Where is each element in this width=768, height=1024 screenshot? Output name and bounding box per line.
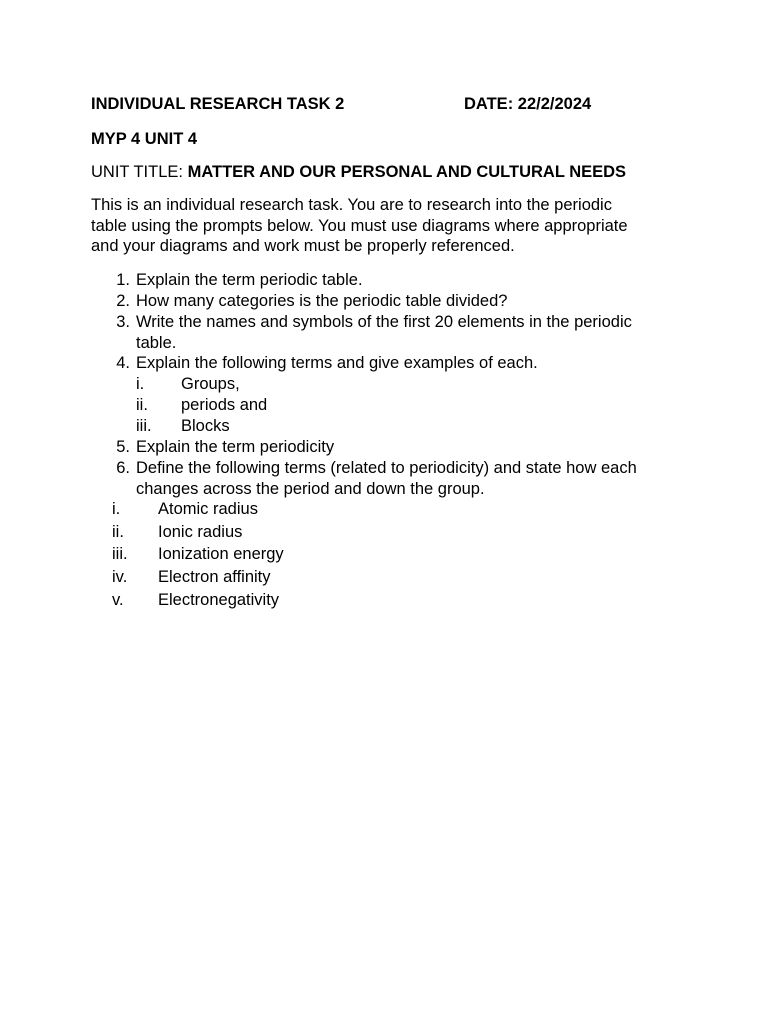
question-text <box>136 437 334 458</box>
subitem-text: Blocks <box>181 417 230 435</box>
question-text <box>136 270 363 291</box>
question-line: Define the following terms (related to periodicity) and state how each <box>136 459 637 477</box>
subitem-numeral: iii. <box>112 545 128 563</box>
intro-paragraph <box>91 195 681 257</box>
question-text <box>136 458 637 499</box>
question-text <box>136 353 538 374</box>
question-number: 2. <box>116 292 130 310</box>
question-line: How many categories is the periodic table divided? <box>136 292 508 310</box>
subitem-numeral: i. <box>112 500 121 518</box>
subitem-text: Groups, <box>181 375 240 393</box>
subitem-text: periods and <box>181 396 268 414</box>
question-number: 1. <box>116 271 130 289</box>
intro-line: This is an individual research task. You are to research into the periodic <box>91 196 612 214</box>
question-line: changes across the period and down the group. <box>136 479 485 498</box>
question-number: 3. <box>116 313 130 331</box>
subitem-numeral: iv. <box>112 568 128 586</box>
unit-title <box>91 162 626 182</box>
question-number: 5. <box>116 438 130 456</box>
question-line: Explain the following terms and give examples of each. <box>136 354 538 372</box>
unit-heading: MYP 4 UNIT 4 <box>91 130 198 148</box>
question-line: Explain the term periodicity <box>136 438 335 456</box>
question-number: 6. <box>116 459 130 477</box>
intro-line: table using the prompts below. You must use diagrams where appropriate <box>91 216 628 235</box>
subitem-numeral: iii. <box>136 417 152 435</box>
question-number: 4. <box>116 354 130 372</box>
subitem-text: Electronegativity <box>158 591 280 609</box>
question-line: Explain the term periodic table. <box>136 271 363 289</box>
subitem-numeral: ii. <box>136 396 148 414</box>
question-line: table. <box>136 333 177 352</box>
subitem-numeral: v. <box>112 591 124 609</box>
subitem-text: Atomic radius <box>158 500 258 518</box>
subitem-text: Electron affinity <box>158 568 271 586</box>
unit-title-value: MATTER AND OUR PERSONAL AND CULTURAL NEEDS <box>187 163 627 181</box>
question-line: Write the names and symbols of the first 20 elements in the periodic <box>136 313 632 331</box>
subitem-numeral: ii. <box>112 523 124 541</box>
question-text <box>136 312 632 353</box>
task-title: INDIVIDUAL RESEARCH TASK 2 <box>91 95 345 113</box>
intro-line: and your diagrams and work must be properly referenced. <box>91 237 515 255</box>
subitem-numeral: i. <box>136 375 145 393</box>
question-text <box>136 291 507 312</box>
subitem-text: Ionization energy <box>158 545 284 563</box>
task-date: DATE: 22/2/2024 <box>464 95 592 113</box>
subitem-text: Ionic radius <box>158 523 243 541</box>
unit-title-label: UNIT TITLE: <box>91 163 188 181</box>
